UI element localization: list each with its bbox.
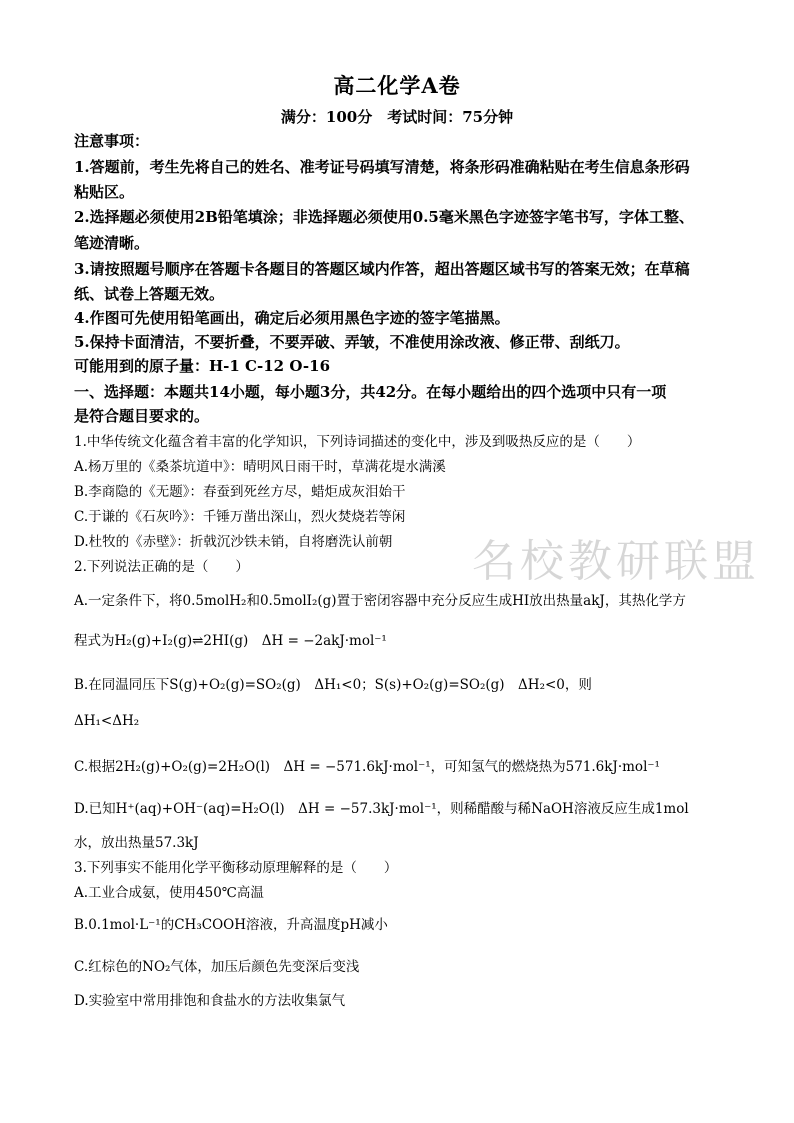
option-b: B.0.1mol·L⁻¹的CH₃COOH溶液，升高温度pH减小 xyxy=(74,917,388,933)
watermark: 名校教研联盟 xyxy=(472,536,760,587)
option-d: D.实验室中常用排饱和食盐水的方法收集氯气 xyxy=(74,993,346,1009)
section-heading: 一、选择题：本题共14小题，每小题3分，共42分。在每小题给出的四个选项中只有一项 xyxy=(74,383,667,401)
option-d-continued: 水，放出热量57.3kJ xyxy=(74,835,199,851)
option-c: C.于谦的《石灰吟》：千锤万凿出深山，烈火焚烧若等闲 xyxy=(74,509,406,525)
page-title: 高二化学A卷 xyxy=(333,73,461,98)
notice-item: 粘贴区。 xyxy=(74,183,135,201)
option-b: B.在同温同压下S(g)+O₂(g)=SO₂(g) ΔH₁<0；S(s)+O₂(g)=SO₂(g) ΔH₂<0，则 xyxy=(74,677,592,693)
notice-item: 4.作图可先使用铅笔画出，确定后必须用黑色字迹的签字笔描黑。 xyxy=(74,309,510,327)
notice-item: 2.选择题必须使用2B铅笔填涂；非选择题必须使用0.5毫米黑色字迹签字笔书写，字体工整、 xyxy=(74,208,694,226)
option-a-equation: 程式为H₂(g)+I₂(g)⇌2HI(g) ΔH = −2akJ·mol⁻¹ xyxy=(74,633,387,649)
atomic-masses: 可能用到的原子量：H-1 C-12 O-16 xyxy=(74,357,331,375)
exam-info: 满分：100分 考试时间：75分钟 xyxy=(280,108,514,126)
notice-item: 5.保持卡面清洁，不要折叠，不要弄破、弄皱，不准使用涂改液、修正带、刮纸刀。 xyxy=(74,333,630,351)
question-stem: 1.中华传统文化蕴含着丰富的化学知识，下列诗词描述的变化中，涉及到吸热反应的是（ ） xyxy=(74,434,641,450)
option-d: D.已知H⁺(aq)+OH⁻(aq)=H₂O(l) ΔH = −57.3kJ·mol⁻¹，则稀醋酸与稀NaOH溶液反应生成1mol xyxy=(74,801,689,817)
option-b: B.李商隐的《无题》：春蚕到死丝方尽，蜡炬成灰泪始干 xyxy=(74,484,406,500)
option-b-conclusion: ΔH₁<ΔH₂ xyxy=(74,713,140,729)
question-stem: 3.下列事实不能用化学平衡移动原理解释的是（ ） xyxy=(74,860,398,876)
notice-heading: 注意事项： xyxy=(74,132,150,150)
option-a: A.杨万里的《桑茶坑道中》：晴明风日雨干时，草满花堤水满溪 xyxy=(74,459,446,475)
option-c: C.红棕色的NO₂气体，加压后颜色先变深后变浅 xyxy=(74,959,360,975)
notice-item: 笔迹清晰。 xyxy=(74,234,150,252)
notice-item: 3.请按照题号顺序在答题卡各题目的答题区域内作答，超出答题区域书写的答案无效；在草稿 xyxy=(74,260,690,278)
section-heading: 是符合题目要求的。 xyxy=(74,407,210,425)
option-a: A.工业合成氨，使用450℃高温 xyxy=(74,885,264,901)
option-a: A.一定条件下，将0.5molH₂和0.5molI₂(g)置于密闭容器中充分反应生成HI放出热量akJ，其热化学方 xyxy=(74,593,686,609)
option-c: C.根据2H₂(g)+O₂(g)=2H₂O(l) ΔH = −571.6kJ·mol⁻¹，可知氢气的燃烧热为571.6kJ·mol⁻¹ xyxy=(74,759,660,775)
question-stem: 2.下列说法正确的是（ ） xyxy=(74,559,249,575)
option-d: D.杜牧的《赤壁》：折戟沉沙铁未销，自将磨洗认前朝 xyxy=(74,534,393,550)
notice-item: 纸、试卷上答题无效。 xyxy=(74,285,225,303)
notice-item: 1.答题前，考生先将自己的姓名、准考证号码填写清楚，将条形码准确粘贴在考生信息条形码 xyxy=(74,158,690,176)
